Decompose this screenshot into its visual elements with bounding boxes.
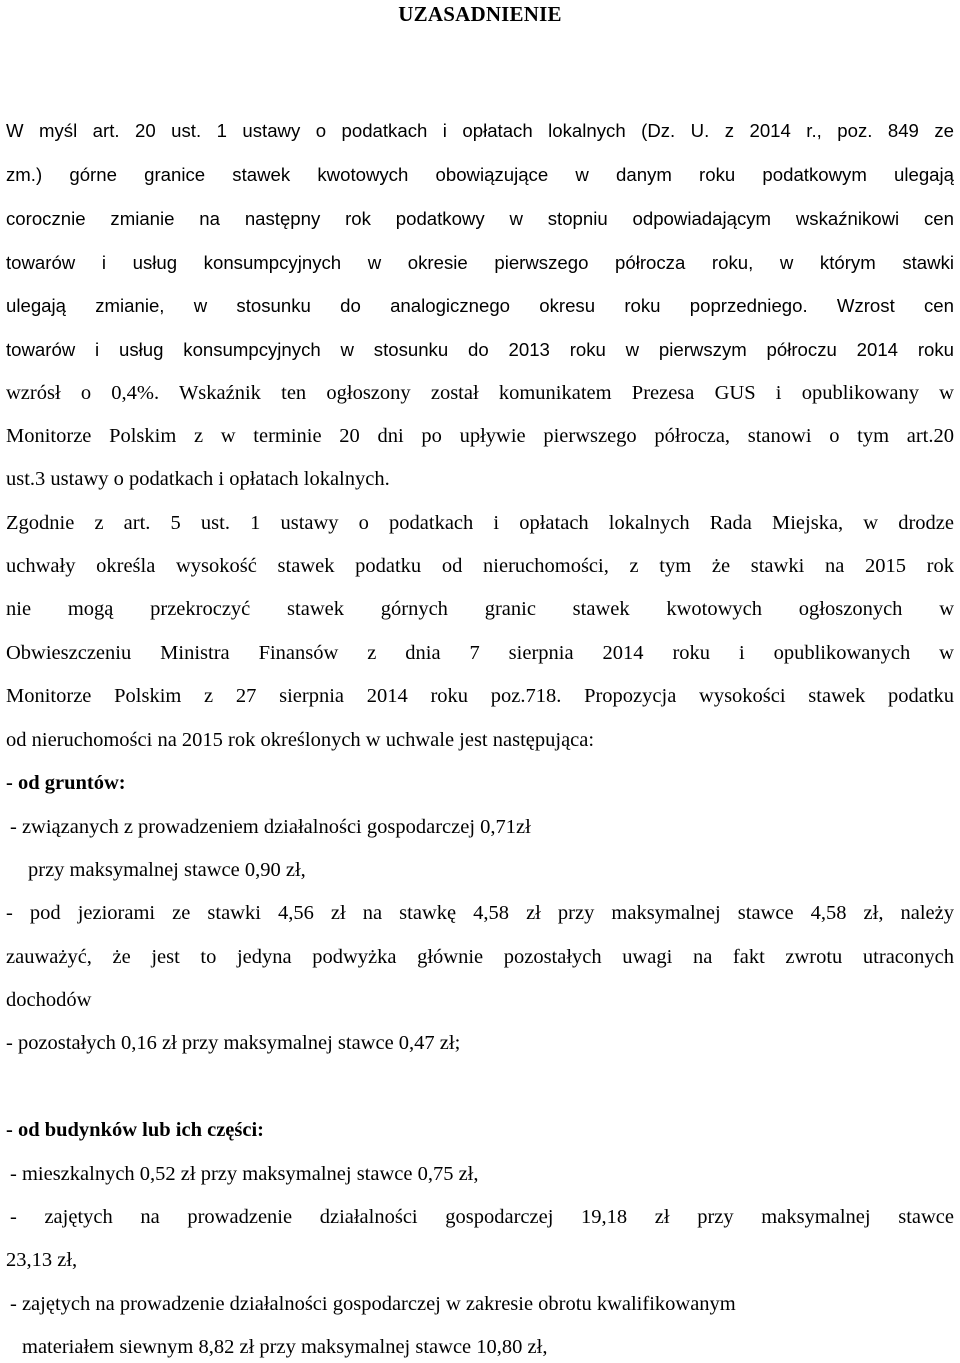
- text-line: towarów i usług konsumpcyjnych w okresie pierwszego półrocza roku, w którym stawki: [6, 252, 954, 273]
- list-item: - pod jeziorami ze stawki 4,56 zł na stawkę 4,58 zł przy maksymalnej stawce 4,58 zł, należy: [6, 902, 954, 924]
- list-item: - pozostałych 0,16 zł przy maksymalnej stawce 0,47 zł;: [6, 1032, 461, 1054]
- list-item-continuation: materiałem siewnym 8,82 zł przy maksymalnej stawce 10,80 zł,: [22, 1336, 548, 1358]
- list-item: - mieszkalnych 0,52 zł przy maksymalnej stawce 0,75 zł,: [10, 1163, 479, 1185]
- document-title: UZASADNIENIE: [398, 2, 562, 26]
- list-item-continuation: przy maksymalnej stawce 0,90 zł,: [28, 859, 306, 881]
- list-item: - zajętych na prowadzenie działalności gospodarczej w zakresie obrotu kwalifikowanym: [10, 1293, 736, 1315]
- text-line: ust.3 ustawy o podatkach i opłatach lokalnych.: [6, 468, 390, 490]
- section-heading-land: - od gruntów:: [6, 772, 126, 794]
- text-line: corocznie zmianie na następny rok podatkowy w stopniu odpowiadającym wskaźnikowi cen: [6, 208, 954, 229]
- list-item-continuation: 23,13 zł,: [6, 1249, 78, 1271]
- list-item: - związanych z prowadzeniem działalności gospodarczej 0,71zł: [10, 816, 531, 838]
- list-item: - zajętych na prowadzenie działalności gospodarczej 19,18 zł przy maksymalnej stawce: [10, 1206, 954, 1228]
- text-line: uchwały określa wysokość stawek podatku od nieruchomości, z tym że stawki na 2015 rok: [6, 555, 954, 577]
- text-line: ulegają zmianie, w stosunku do analogicznego okresu roku poprzedniego. Wzrost cen: [6, 295, 954, 316]
- text-line: wzrósł o 0,4%. Wskaźnik ten ogłoszony został komunikatem Prezesa GUS i opublikowany w: [6, 382, 954, 404]
- list-item-continuation: dochodów: [6, 989, 92, 1011]
- list-item-continuation: zauważyć, że jest to jedyna podwyżka głównie pozostałych uwagi na fakt zwrotu utraconych: [6, 946, 954, 968]
- section-heading-buildings: - od budynków lub ich części:: [6, 1119, 265, 1141]
- text-line: nie mogą przekroczyć stawek górnych granic stawek kwotowych ogłoszonych w: [6, 598, 954, 620]
- text-line: Obwieszczeniu Ministra Finansów z dnia 7 sierpnia 2014 roku i opublikowanych w: [6, 642, 954, 664]
- text-line: Zgodnie z art. 5 ust. 1 ustawy o podatkach i opłatach lokalnych Rada Miejska, w drodze: [6, 512, 954, 534]
- text-line: Monitorze Polskim z w terminie 20 dni po upływie pierwszego półrocza, stanowi o tym art.20: [6, 425, 954, 447]
- text-line: zm.) górne granice stawek kwotowych obowiązujące w danym roku podatkowym ulegają: [6, 164, 954, 185]
- text-line: od nieruchomości na 2015 rok określonych w uchwale jest następująca:: [6, 729, 595, 751]
- text-line: W myśl art. 20 ust. 1 ustawy o podatkach i opłatach lokalnych (Dz. U. z 2014 r., poz. 849 ze: [6, 120, 954, 141]
- text-line: towarów i usług konsumpcyjnych w stosunku do 2013 roku w pierwszym półroczu 2014 roku: [6, 339, 954, 360]
- text-line: Monitorze Polskim z 27 sierpnia 2014 roku poz.718. Propozycja wysokości stawek podatku: [6, 685, 954, 707]
